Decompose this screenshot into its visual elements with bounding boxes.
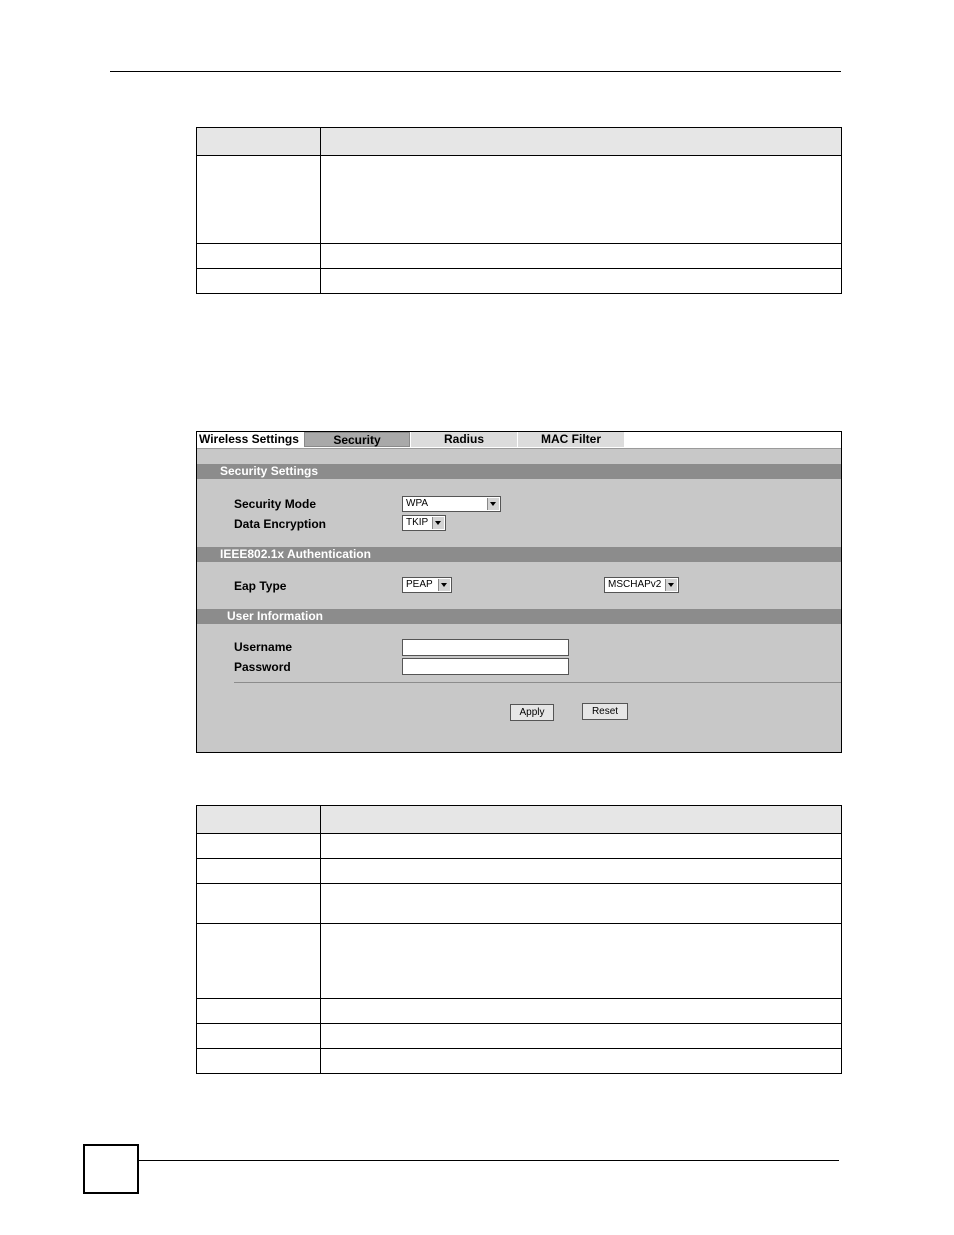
username-input[interactable] [402,639,569,656]
table-row [197,834,842,859]
section-title: User Information [227,609,324,623]
table-row [197,156,842,244]
page-number-box [83,1144,139,1194]
form-divider [234,682,841,683]
footer-rule [139,1160,839,1161]
apply-button[interactable]: Apply [510,704,554,721]
select-value: WPA [406,498,429,509]
header-rule [110,71,841,72]
table-row [197,859,842,884]
description-table-2 [196,805,842,1074]
section-title: IEEE802.1x Authentication [220,547,371,561]
data-encryption-select[interactable] [402,515,446,531]
tab-bar [197,432,841,448]
chevron-down-icon[interactable] [438,579,450,591]
table-row [197,1049,842,1074]
security-mode-select[interactable] [402,496,501,512]
section-ieee8021x [197,547,841,562]
tab-divider [197,448,841,449]
table-row [197,999,842,1024]
table-row [197,1024,842,1049]
eap-inner-method-select[interactable] [604,577,679,593]
tab-mac-filter[interactable]: MAC Filter [518,432,624,447]
reset-button[interactable]: Reset [582,703,628,720]
security-screenshot-panel [196,431,842,753]
table-header-row [197,806,842,834]
table-row [197,244,842,269]
tab-security[interactable]: Security [304,432,410,447]
select-value: MSCHAPv2 [608,579,662,590]
chevron-down-icon[interactable] [432,517,444,529]
section-title: Security Settings [220,464,319,478]
table-row [197,884,842,924]
chevron-down-icon[interactable] [487,498,499,510]
select-value: TKIP [406,517,429,528]
tab-radius[interactable]: Radius [411,432,517,447]
table-header-row [197,128,842,156]
password-label: Password [234,660,291,674]
username-label: Username [234,640,293,654]
data-encryption-label: Data Encryption [234,517,327,531]
security-mode-label: Security Mode [234,497,317,511]
chevron-down-icon[interactable] [665,579,677,591]
description-table-1 [196,127,842,294]
select-value: PEAP [406,579,433,590]
table-row [197,924,842,999]
section-user-information [197,609,841,624]
table-row [197,269,842,294]
section-security-settings [197,464,841,479]
eap-type-select[interactable] [402,577,452,593]
password-input[interactable] [402,658,569,675]
eap-type-label: Eap Type [234,579,287,593]
tab-wireless-settings[interactable]: Wireless Settings [199,432,299,446]
